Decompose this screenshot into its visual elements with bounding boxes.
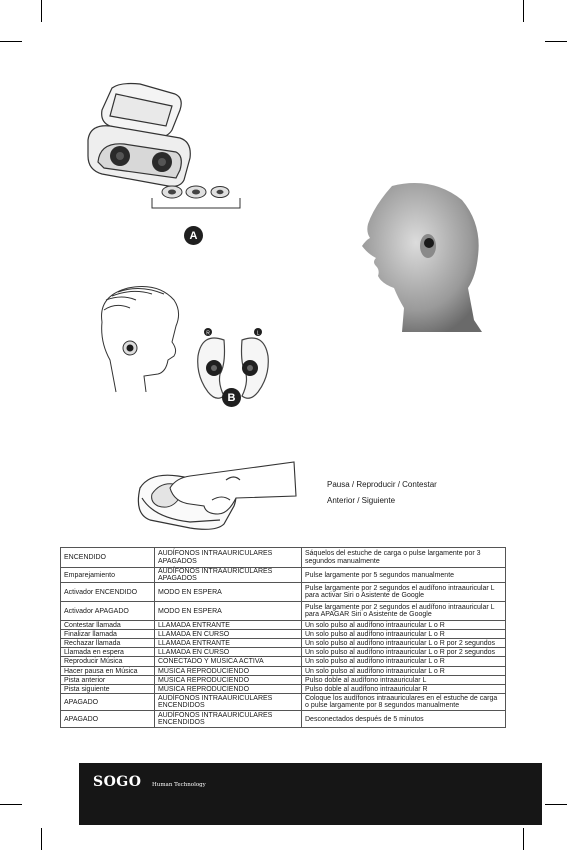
status-cell: AUDÍFONOS INTRAAURICULARES ENCENDIDOS: [155, 711, 302, 728]
status-cell: AUDÍFONOS INTRAAURICULARES APAGADOS: [155, 548, 302, 568]
operation-cell: Un solo pulso al audífono intraauricular L o R: [302, 667, 506, 676]
crop-mark-bottom-left-v: [41, 828, 42, 850]
operation-cell: Pulse largamente por 2 segundos el audífono intraauricular L para APAGAR Siri o Asistente de Google: [302, 602, 506, 621]
status-cell: MODO EN ESPERA: [155, 583, 302, 602]
function-cell: Rechazar llamada: [61, 639, 155, 648]
figure-label-b: B: [222, 388, 241, 407]
gesture-line-2: Anterior / Siguiente: [327, 496, 396, 505]
crop-mark-bottom-right-h: [545, 804, 567, 805]
crop-mark-top-right-h: [545, 41, 567, 42]
status-cell: LLAMADA ENTRANTE: [155, 639, 302, 648]
operation-cell: Pulso doble al audífono intraauricular L: [302, 676, 506, 685]
crop-mark-top-left-h: [0, 41, 22, 42]
operation-cell: Pulse largamente por 2 segundos el audífono intraauricular L para activar Siri o Asistente de Google: [302, 583, 506, 602]
function-cell: APAGADO: [61, 694, 155, 711]
function-cell: Hacer pausa en Música: [61, 667, 155, 676]
crop-mark-bottom-right-v: [523, 828, 524, 850]
status-cell: LLAMADA EN CURSO: [155, 630, 302, 639]
status-cell: MÚSICA REPRODUCIENDO: [155, 667, 302, 676]
table-row: [61, 667, 506, 676]
table-row: [61, 568, 506, 583]
table-row: [61, 694, 506, 711]
operation-cell: Desconectados después de 5 minutos: [302, 711, 506, 728]
function-cell: Activador ENCENDIDO: [61, 583, 155, 602]
function-cell: ENCENDIDO: [61, 548, 155, 568]
table-row: [61, 583, 506, 602]
person-earbud-illustration: [92, 282, 187, 394]
table-row: [61, 630, 506, 639]
table-row: [61, 639, 506, 648]
table-row: [61, 685, 506, 694]
table-row: [61, 621, 506, 630]
crop-mark-top-left-v: [41, 0, 42, 22]
status-cell: MODO EN ESPERA: [155, 602, 302, 621]
function-cell: Activador APAGADO: [61, 602, 155, 621]
figure-label-a: A: [184, 226, 203, 245]
operation-cell: Pulse largamente por 5 segundos manualmente: [302, 568, 506, 583]
operation-cell: Un solo pulso al audífono intraauricular L o R por 2 segundos: [302, 648, 506, 657]
table-row: [61, 548, 506, 568]
footer-bar: [79, 763, 542, 825]
operation-cell: Coloque los audífonos intraauriculares en el estuche de carga o pulse largamente por 8 segundos manualmente: [302, 694, 506, 711]
table-row: [61, 711, 506, 728]
crop-mark-bottom-left-h: [0, 804, 22, 805]
brand-logo: SOGO: [93, 774, 142, 790]
status-cell: AUDÍFONOS INTRAAURICULARES APAGADOS: [155, 568, 302, 583]
status-cell: MÚSICA REPRODUCIENDO: [155, 676, 302, 685]
ear-mark-left: L: [256, 330, 260, 337]
function-cell: Reproducir Música: [61, 657, 155, 667]
status-cell: CONECTADO Y MÚSICA ACTIVA: [155, 657, 302, 667]
function-cell: APAGADO: [61, 711, 155, 728]
charging-case-illustration: [80, 80, 245, 220]
status-cell: AUDÍFONOS INTRAAURICULARES ENCENDIDOS: [155, 694, 302, 711]
function-cell: Contestar llamada: [61, 621, 155, 630]
operation-cell: Un solo pulso al audífono intraauricular L o R: [302, 657, 506, 667]
function-cell: Finalizar llamada: [61, 630, 155, 639]
operation-cell: Un solo pulso al audífono intraauricular L o R por 2 segundos: [302, 639, 506, 648]
operation-cell: Pulso doble al audífono intraauricular R: [302, 685, 506, 694]
function-cell: Pista siguiente: [61, 685, 155, 694]
status-cell: MÚSICA REPRODUCIENDO: [155, 685, 302, 694]
function-cell: Emparejamiento: [61, 568, 155, 583]
controls-table: [60, 547, 506, 728]
brand-tagline: Human Technology: [152, 782, 206, 788]
status-cell: LLAMADA ENTRANTE: [155, 621, 302, 630]
finger-tap-illustration: [130, 458, 298, 534]
gesture-line-1: Pausa / Reproducir / Contestar: [327, 480, 437, 489]
table-row: [61, 657, 506, 667]
ear-mark-right: R: [206, 330, 210, 337]
operation-cell: Sáquelos del estuche de carga o pulse largamente por 3 segundos manualmente: [302, 548, 506, 568]
table-row: [61, 602, 506, 621]
operation-cell: Un solo pulso al audífono intraauricular L o R: [302, 621, 506, 630]
table-row: [61, 676, 506, 685]
function-cell: Llamada en espera: [61, 648, 155, 657]
crop-mark-top-right-v: [523, 0, 524, 22]
status-cell: LLAMADA EN CURSO: [155, 648, 302, 657]
function-cell: Pista anterior: [61, 676, 155, 685]
operation-cell: Un solo pulso al audífono intraauricular L o R: [302, 630, 506, 639]
head-profile-illustration: [352, 180, 490, 332]
table-row: [61, 648, 506, 657]
